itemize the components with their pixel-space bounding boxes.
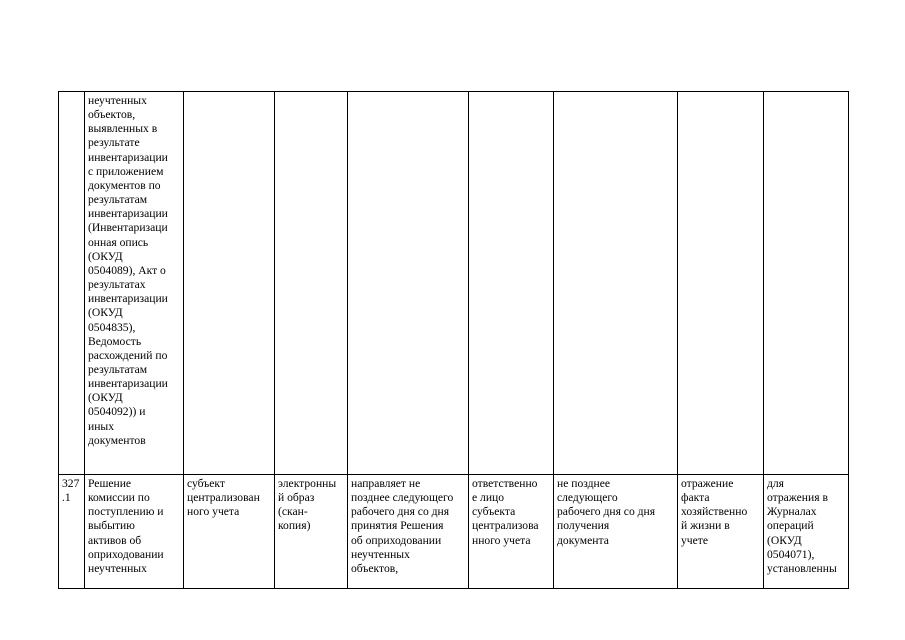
table-cell-deadline-processing: не позднее следующего рабочего дня со дня получения документа bbox=[554, 475, 678, 589]
table-cell-purpose: для отражения в Журналах операций (ОКУД 0504071), установленны bbox=[764, 475, 849, 589]
table-cell-number bbox=[59, 92, 85, 475]
table-row bbox=[59, 92, 849, 475]
table-cell-format: электронны й образ (скан- копия) bbox=[275, 475, 348, 589]
table-cell-recipient bbox=[469, 92, 554, 475]
table-cell-creator: субъект централизован ного учета bbox=[184, 475, 275, 589]
table-cell-document: Решение комиссии по поступлению и выбытию активов об оприходовании неучтенных bbox=[85, 475, 184, 589]
table-cell-number: 327 .1 bbox=[59, 475, 85, 589]
table-cell-action: отражение факта хозяйственно й жизни в учете bbox=[678, 475, 764, 589]
table-cell-creator bbox=[184, 92, 275, 475]
table-cell-purpose bbox=[764, 92, 849, 475]
table-cell-recipient: ответственно е лицо субъекта централизова нного учета bbox=[469, 475, 554, 589]
table-row bbox=[59, 475, 849, 589]
table-cell-deadline-processing bbox=[554, 92, 678, 475]
table-cell-deadline-creation bbox=[348, 92, 469, 475]
table-cell-deadline-creation: направляет не позднее следующего рабочего дня со дня принятия Решения об оприходовании неучтенных объектов, bbox=[348, 475, 469, 589]
document-table bbox=[58, 91, 849, 589]
table-cell-format bbox=[275, 92, 348, 475]
table-cell-action bbox=[678, 92, 764, 475]
table-cell-document: неучтенных объектов, выявленных в результате инвентаризации с приложением документов по результатам инвентаризации (Инвентаризаци онная опись (ОКУД 0504089), Акт о результатах инвентаризации (ОКУД 0504835), Ведомость расхождений по результатам инвентаризации (ОКУД 0504092)) и иных документов bbox=[85, 92, 184, 475]
